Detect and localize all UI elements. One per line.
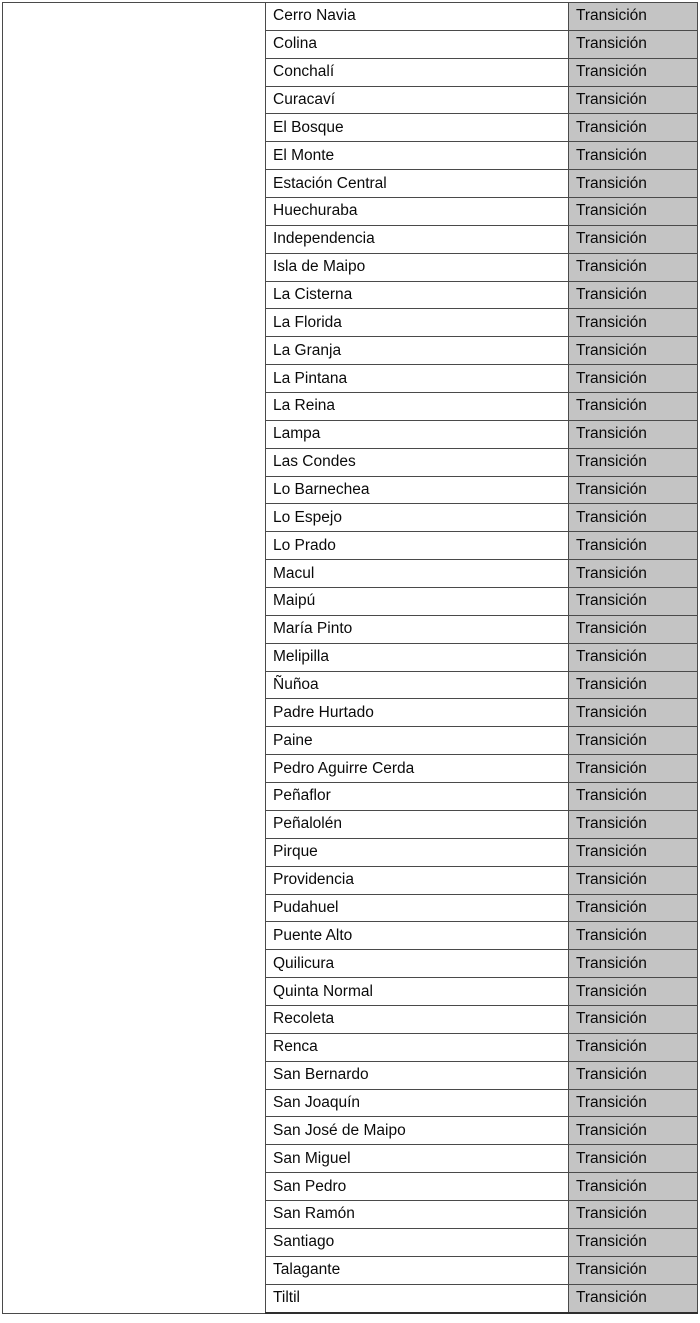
commune-cell: San Joaquín [266,1089,569,1117]
status-cell: Transición [569,1284,698,1313]
status-cell: Transición [569,588,698,616]
commune-cell: La Florida [266,309,569,337]
commune-cell: Las Condes [266,448,569,476]
commune-cell: San Ramón [266,1200,569,1228]
commune-cell: Conchalí [266,58,569,86]
status-cell: Transición [569,810,698,838]
status-cell: Transición [569,30,698,58]
status-cell: Transición [569,309,698,337]
status-cell: Transición [569,866,698,894]
commune-cell: La Cisterna [266,281,569,309]
status-cell: Transición [569,476,698,504]
commune-cell: Talagante [266,1256,569,1284]
status-cell: Transición [569,922,698,950]
status-cell: Transición [569,1173,698,1201]
commune-cell: Huechuraba [266,198,569,226]
status-cell: Transición [569,755,698,783]
commune-cell: La Granja [266,337,569,365]
commune-cell: Recoleta [266,1005,569,1033]
status-cell: Transición [569,1089,698,1117]
status-cell: Transición [569,727,698,755]
status-cell: Transición [569,978,698,1006]
commune-cell: La Pintana [266,365,569,393]
status-cell: Transición [569,615,698,643]
status-cell: Transición [569,337,698,365]
commune-cell: Quinta Normal [266,978,569,1006]
commune-cell: Peñaflor [266,783,569,811]
table-row [3,3,698,31]
status-cell: Transición [569,1228,698,1256]
status-cell: Transición [569,1033,698,1061]
status-cell: Transición [569,3,698,31]
commune-cell: Lo Barnechea [266,476,569,504]
commune-cell: Paine [266,727,569,755]
commune-cell: Melipilla [266,643,569,671]
status-cell: Transición [569,1145,698,1173]
commune-cell: Ñuñoa [266,671,569,699]
commune-cell: Isla de Maipo [266,253,569,281]
commune-cell: Lampa [266,420,569,448]
commune-cell: Peñalolén [266,810,569,838]
commune-cell: Colina [266,30,569,58]
commune-cell: Macul [266,560,569,588]
status-cell: Transición [569,170,698,198]
table-body [3,3,698,1314]
status-cell: Transición [569,1200,698,1228]
commune-cell: Lo Espejo [266,504,569,532]
commune-cell: Padre Hurtado [266,699,569,727]
status-cell: Transición [569,281,698,309]
commune-cell: Cerro Navia [266,3,569,31]
commune-cell: Quilicura [266,950,569,978]
status-cell: Transición [569,365,698,393]
commune-cell: María Pinto [266,615,569,643]
commune-cell: El Bosque [266,114,569,142]
commune-cell: Tiltil [266,1284,569,1313]
status-cell: Transición [569,1005,698,1033]
status-cell: Transición [569,225,698,253]
commune-cell: San Bernardo [266,1061,569,1089]
commune-cell: Santiago [266,1228,569,1256]
region-cell [3,3,266,1314]
status-cell: Transición [569,643,698,671]
status-cell: Transición [569,699,698,727]
commune-cell: Curacaví [266,86,569,114]
status-cell: Transición [569,560,698,588]
commune-cell: Estación Central [266,170,569,198]
status-cell: Transición [569,1256,698,1284]
commune-cell: Lo Prado [266,532,569,560]
commune-cell: Puente Alto [266,922,569,950]
commune-status-table [2,2,698,1314]
status-cell: Transición [569,532,698,560]
commune-cell: Pudahuel [266,894,569,922]
status-cell: Transición [569,783,698,811]
status-cell: Transición [569,142,698,170]
status-cell: Transición [569,950,698,978]
status-cell: Transición [569,504,698,532]
status-cell: Transición [569,420,698,448]
status-cell: Transición [569,448,698,476]
commune-cell: Pedro Aguirre Cerda [266,755,569,783]
status-cell: Transición [569,838,698,866]
status-cell: Transición [569,198,698,226]
commune-cell: San Pedro [266,1173,569,1201]
commune-cell: San Miguel [266,1145,569,1173]
status-cell: Transición [569,894,698,922]
status-cell: Transición [569,393,698,421]
commune-cell: Providencia [266,866,569,894]
commune-cell: Pirque [266,838,569,866]
commune-cell: La Reina [266,393,569,421]
status-cell: Transición [569,114,698,142]
commune-cell: Independencia [266,225,569,253]
status-cell: Transición [569,58,698,86]
commune-cell: San José de Maipo [266,1117,569,1145]
status-cell: Transición [569,253,698,281]
commune-cell: Maipú [266,588,569,616]
status-cell: Transición [569,671,698,699]
commune-cell: Renca [266,1033,569,1061]
status-cell: Transición [569,1117,698,1145]
status-cell: Transición [569,86,698,114]
status-cell: Transición [569,1061,698,1089]
commune-cell: El Monte [266,142,569,170]
